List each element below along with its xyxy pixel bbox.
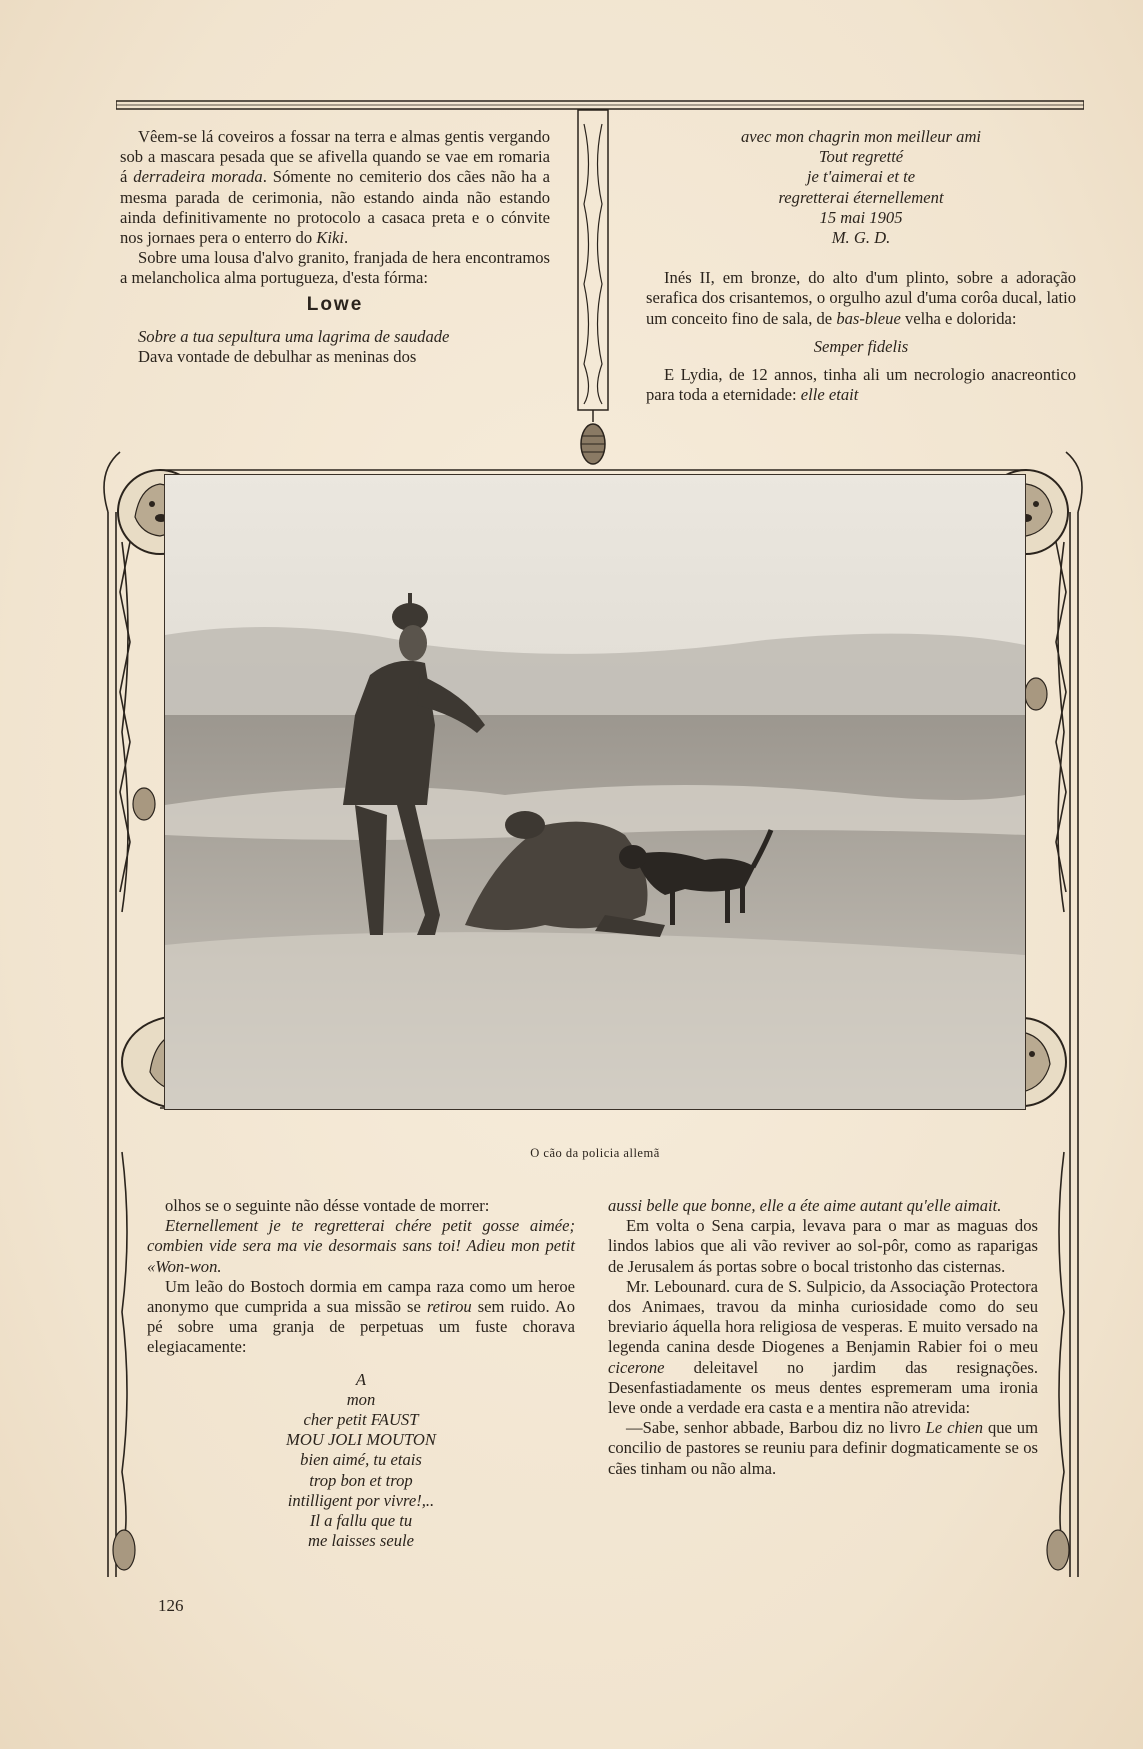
paragraph: aussi belle que bonne, elle a éte aime autant qu'elle aimait. bbox=[608, 1196, 1002, 1215]
text-fragment: retirou bbox=[426, 1297, 472, 1317]
paragraph: olhos se o seguinte não désse vontade de morrer: bbox=[165, 1196, 490, 1215]
top-right-column bbox=[646, 127, 1076, 405]
poem-line: intilligent por vivre!,.. bbox=[287, 1490, 435, 1510]
paragraph: Em volta o Sena carpia, levava para o mar as maguas dos lindos labios que ali vão reviver ao sol-pôr, como as raparigas de Jerusalem ás portas sobre o bocal tristonho das cisternas. bbox=[608, 1216, 1038, 1276]
text-fragment: Le chien bbox=[925, 1418, 984, 1438]
photo-illustration bbox=[165, 475, 1025, 1109]
paragraph: Sobre uma lousa d'alvo granito, franjada de hera encontramos a melancholica alma portugueza, d'esta fórma: bbox=[120, 248, 550, 288]
police-dog-photo bbox=[164, 474, 1026, 1110]
text-fragment: Inés II, em bronze, do alto d'um plinto, sobre a adoração serafica dos crisantemos, o orgulho azul d'uma corôa ducal, latio um conceito fino de sala, de bbox=[646, 268, 1076, 328]
brand-lowe: Lowe bbox=[306, 293, 364, 315]
poem-line: A bbox=[355, 1369, 367, 1389]
poem-line: bien aimé, tu etais bbox=[300, 1450, 422, 1470]
text-fragment: Um leão do Bostoch dormia em campa raza como um heroe anonymo que cumprida a sua missão se bbox=[147, 1276, 575, 1317]
poem-line: MOU JOLI MOUTON bbox=[286, 1430, 436, 1450]
epitaph-block bbox=[646, 127, 1076, 248]
poem-block bbox=[147, 1370, 575, 1552]
verse-line: Sobre a tua sepultura uma lagrima de saudade bbox=[138, 326, 450, 346]
page-number: 126 bbox=[158, 1596, 184, 1615]
text-fragment: bas-bleue bbox=[836, 308, 901, 328]
text-fragment: sem ruido. Ao pé sobre uma granja de perpetuas um fuste chorava elegiacamente: bbox=[147, 1297, 575, 1357]
poem-line: trop bon et trop bbox=[309, 1470, 413, 1490]
text-fragment: cicerone bbox=[608, 1357, 665, 1377]
epitaph-line: regretterai éternellement bbox=[778, 187, 944, 207]
text-fragment: velha e dolorida: bbox=[900, 308, 1017, 328]
text-fragment: Kiki bbox=[316, 228, 344, 248]
epitaph-line: M. G. D. bbox=[831, 228, 891, 248]
bottom-left-column bbox=[147, 1196, 575, 1551]
epitaph-line: Tout regretté bbox=[818, 147, 904, 167]
epitaph-line: je t'aimerai et te bbox=[806, 167, 916, 187]
paragraph: Dava vontade de debulhar as meninas dos bbox=[138, 347, 417, 367]
poem-line: me laisses seule bbox=[308, 1531, 414, 1551]
text-fragment: . bbox=[343, 228, 349, 248]
text-fragment: elle etait bbox=[800, 385, 859, 405]
text-fragment: deleitavel no jardim das resignações. Desenfastiadamente os meus dentes espremeram uma ironia leve onde a verdade era casta e a mentira não atrevida: bbox=[608, 1357, 1038, 1418]
text-fragment: derradeira morada bbox=[133, 167, 263, 187]
top-left-column bbox=[120, 127, 550, 367]
bottom-right-column bbox=[608, 1196, 1038, 1479]
text-fragment: E Lydia, de 12 annos, tinha ali um necrologio anacreontico para toda a eternidade: bbox=[646, 365, 1076, 405]
epitaph-line: 15 mai 1905 bbox=[819, 207, 903, 227]
photo-caption: O cão da policia allemã bbox=[530, 1146, 660, 1160]
text-fragment: . Sómente no cemiterio dos cães não ha a mesma parada de cerimonia, não estando ainda não estando ainda definitivamente no protocolo a casaca preta e o cónvite nos jornaes pera o enterro do bbox=[120, 167, 551, 248]
poem-line: Il a fallu que tu bbox=[309, 1511, 413, 1531]
poem-line: cher petit FAUST bbox=[303, 1410, 419, 1430]
motto: Semper fidelis bbox=[813, 336, 909, 356]
text-fragment: Vêem-se lá coveiros a fossar na terra e almas gentis vergando sob a mascara pesada que se afivella quando se vae em romaria á bbox=[120, 127, 550, 187]
text-fragment: que um concilio de pastores se reuniu para definir dogmaticamente se os cães tinham ou não alma. bbox=[608, 1418, 1038, 1478]
poem-line: mon bbox=[346, 1389, 376, 1409]
epitaph-quote: Eternellement je te regretterai chére petit gosse aimée; combien vide sera ma vie desormais sans toi! Adieu mon petit «Won-won. bbox=[147, 1216, 575, 1276]
center-column-ornament bbox=[574, 104, 612, 472]
text-fragment: Mr. Lebounard. cura de S. Sulpicio, da Associação Protectora dos Animaes, travou da minha curiosidade como do seu breviario áquella hora religiosa de vesperas. E muito versado na legenda canina desde Diogenes a Benjamin Rabier foi o meu bbox=[608, 1276, 1038, 1357]
epitaph-line: avec mon chagrin mon meilleur ami bbox=[740, 127, 982, 146]
text-fragment: —Sabe, senhor abbade, Barbou diz no livro bbox=[626, 1418, 926, 1438]
